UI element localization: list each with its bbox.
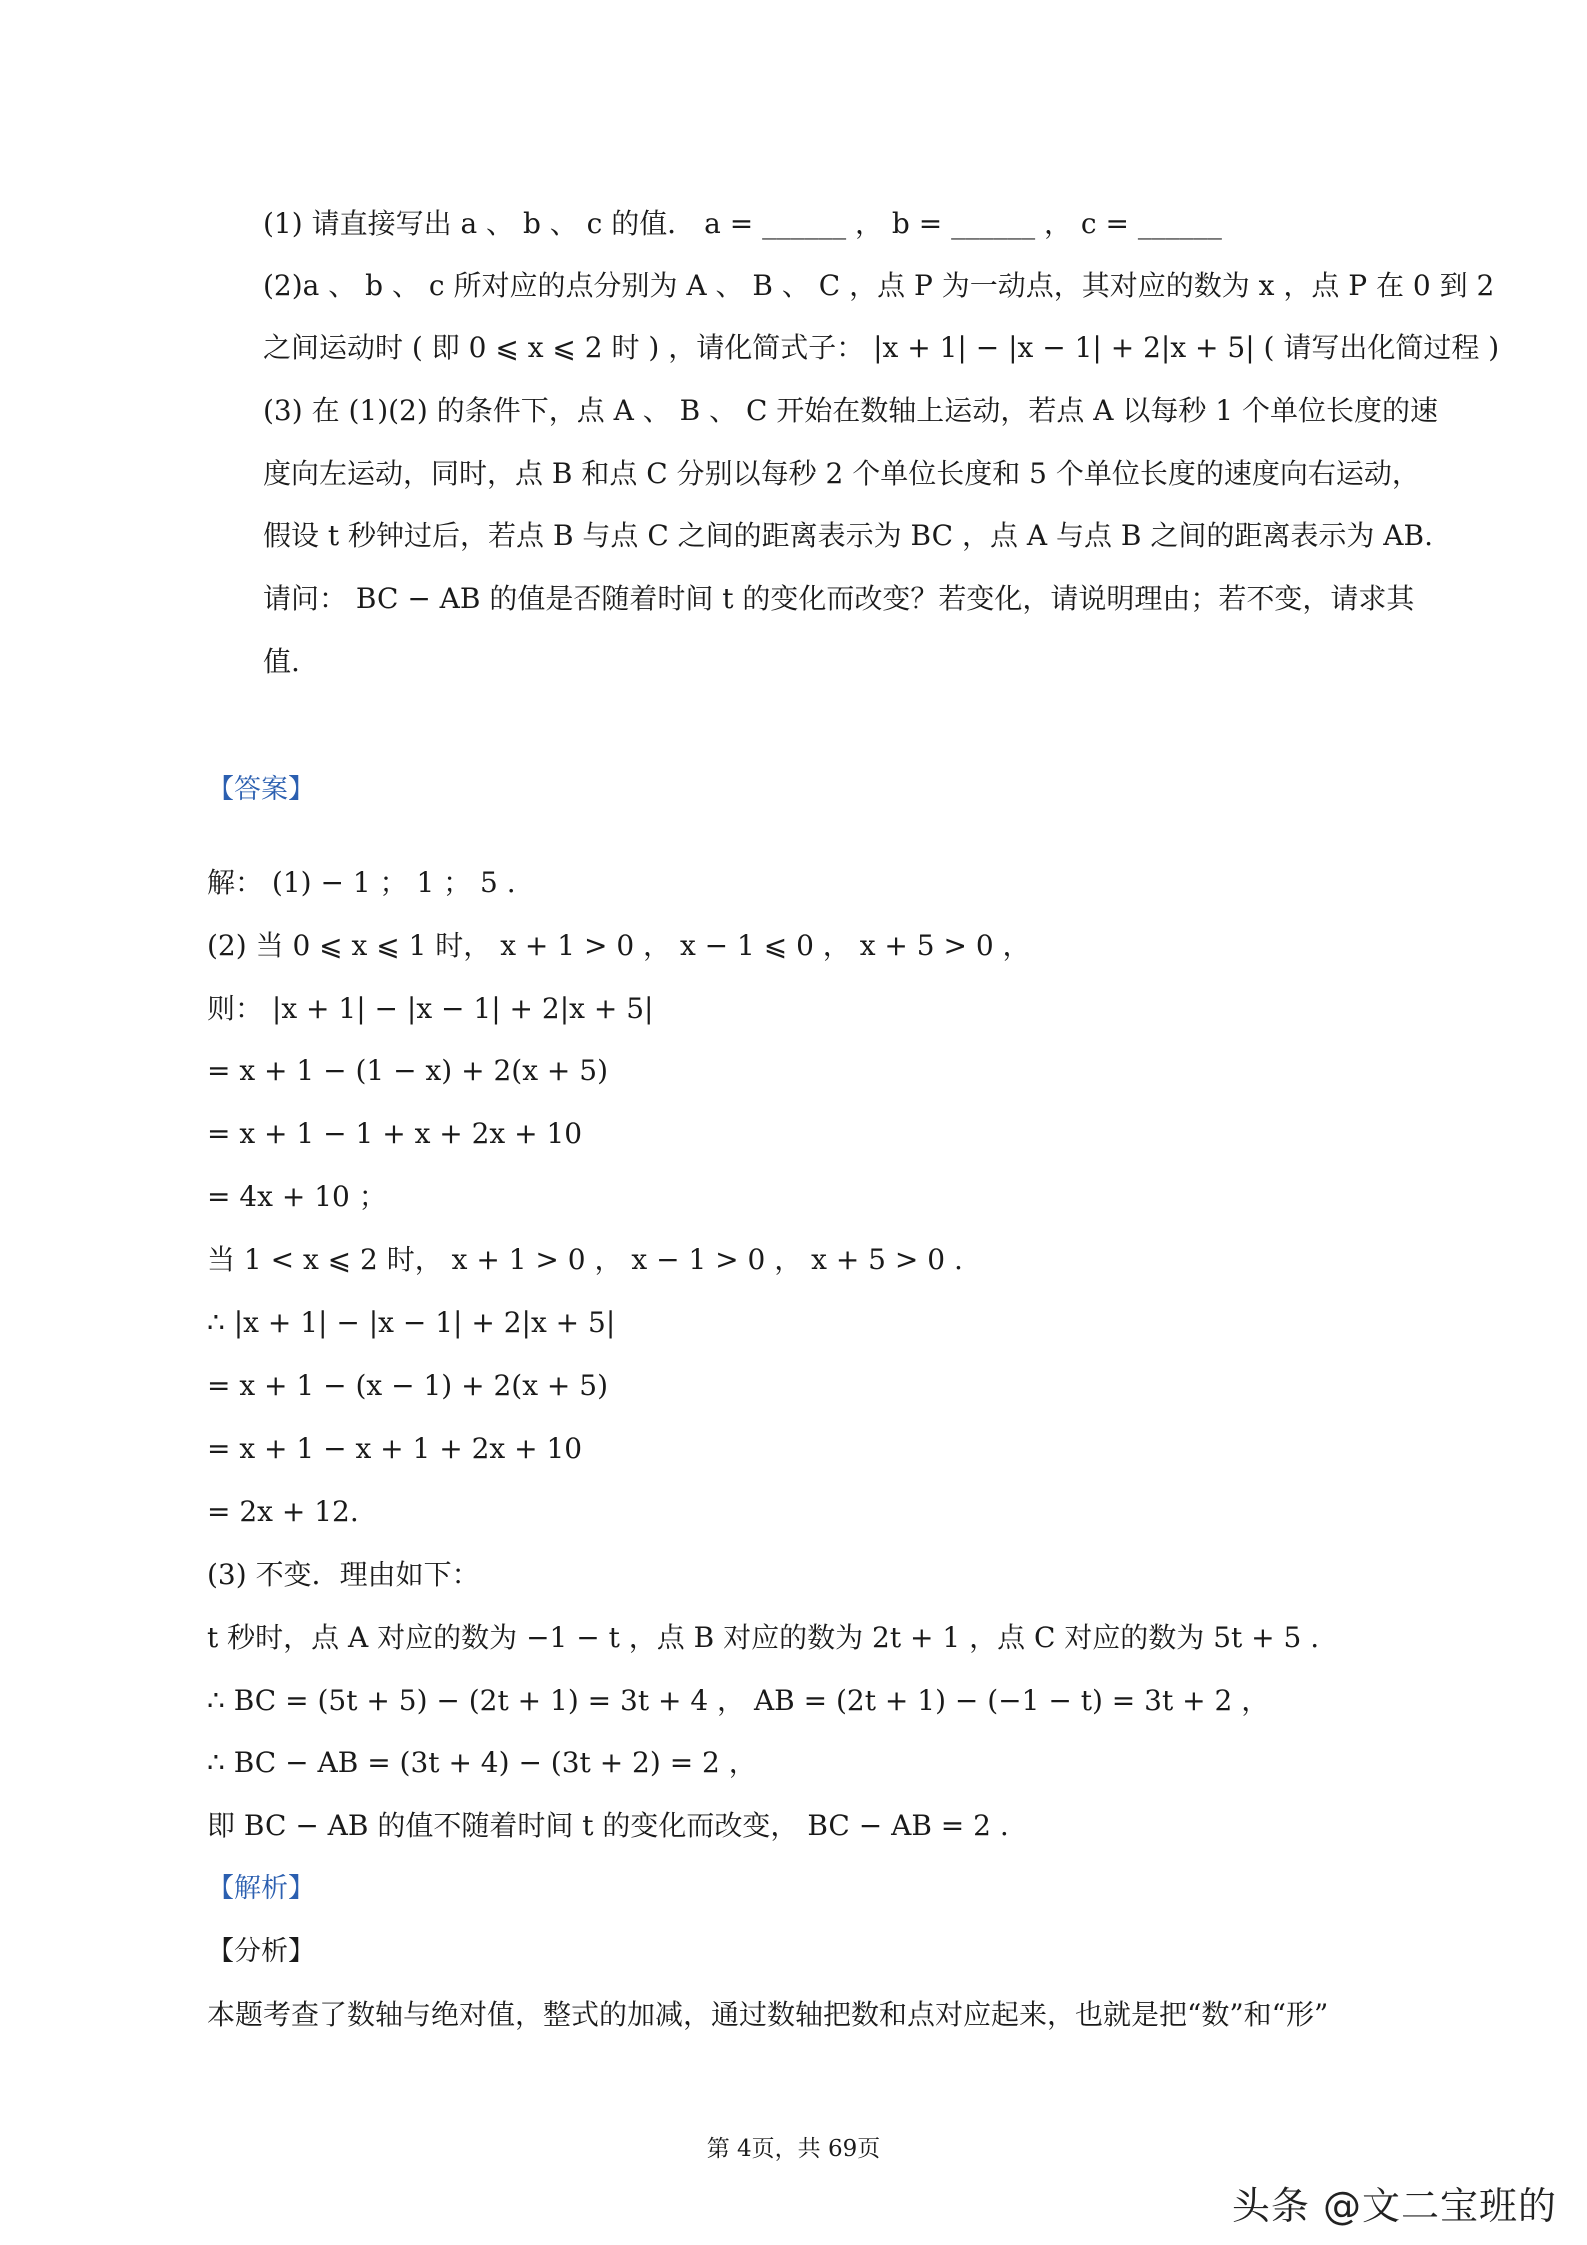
question-part-3-line-2: 度向左运动，同时，点 B 和点 C 分别以每秒 2 个单位长度和 5 个单位长度的速度向右运动， <box>263 457 1420 490</box>
question-part-2-line-1: (2)a 、 b 、 c 所对应的点分别为 A 、 B 、 C ，点 P 为一动点，其对应的数为 x ，点 P 在 0 到 2 <box>263 269 1495 302</box>
question-part-3-line-1: (3) 在 (1)(2) 的条件下，点 A 、 B 、 C 开始在数轴上运动，若点 A 以每秒 1 个单位长度的速 <box>263 394 1438 427</box>
answer-line: (2) 当 0 ⩽ x ⩽ 1 时， x + 1 > 0 ， x − 1 ⩽ 0 ， x + 5 > 0 ， <box>207 929 1031 962</box>
answer-line: 当 1 < x ⩽ 2 时， x + 1 > 0 ， x − 1 > 0 ， x + 5 > 0 . <box>207 1243 963 1276</box>
question-part-2-line-2: 之间运动时 ( 即 0 ⩽ x ⩽ 2 时 ) ，请化简式子： |x + 1| − |x − 1| + 2|x + 5| ( 请写出化简过程 ) <box>263 331 1500 364</box>
answer-line: 则： |x + 1| − |x − 1| + 2|x + 5| <box>207 992 654 1025</box>
answer-line: = 4x + 10 ； <box>207 1180 387 1213</box>
answer-heading: 【答案】 <box>207 774 315 805</box>
answer-line: = 2x + 12. <box>207 1495 359 1528</box>
analysis-sub-heading: 【分析】 <box>207 1936 315 1967</box>
question-part-3-line-4: 请问： BC − AB 的值是否随着时间 t 的变化而改变？若变化，请说明理由；若不变，请求其 <box>263 582 1415 615</box>
answer-line: = x + 1 − 1 + x + 2x + 10 <box>207 1117 583 1150</box>
answer-line: = x + 1 − (x − 1) + 2(x + 5) <box>207 1369 608 1402</box>
answer-line: ∴ BC = (5t + 5) − (2t + 1) = 3t + 4 ， AB = (2t + 1) − (−1 − t) = 3t + 2 ， <box>207 1684 1270 1717</box>
answer-line: = x + 1 − x + 1 + 2x + 10 <box>207 1432 583 1465</box>
answer-line: = x + 1 − (1 − x) + 2(x + 5) <box>207 1054 608 1087</box>
question-part-1: (1) 请直接写出 a 、 b 、 c 的值． a = ______ ， b = ______ ， c = ______ <box>263 207 1222 240</box>
answer-line: ∴ BC − AB = (3t + 4) − (3t + 2) = 2 ， <box>207 1746 757 1779</box>
analysis-text: 本题考查了数轴与绝对值，整式的加减，通过数轴把数和点对应起来，也就是把“数”和“形” <box>207 1998 1329 2031</box>
answer-line: 解： (1) − 1 ； 1 ； 5 . <box>207 866 516 899</box>
page-number: 第 4页，共 69页 <box>706 2136 881 2162</box>
analysis-heading: 【解析】 <box>207 1873 315 1904</box>
watermark: 头条 @文二宝班的 <box>1231 2184 1557 2228</box>
answer-line: ∴ |x + 1| − |x − 1| + 2|x + 5| <box>207 1306 616 1339</box>
answer-line: (3) 不变．理由如下： <box>207 1558 480 1591</box>
answer-line: t 秒时，点 A 对应的数为 −1 − t ，点 B 对应的数为 2t + 1 ，点 C 对应的数为 5t + 5 . <box>207 1621 1320 1654</box>
question-part-3-line-5: 值. <box>263 645 300 678</box>
question-part-3-line-3: 假设 t 秒钟过后，若点 B 与点 C 之间的距离表示为 BC ，点 A 与点 B 之间的距离表示为 AB. <box>263 519 1433 552</box>
answer-line: 即 BC − AB 的值不随着时间 t 的变化而改变， BC − AB = 2 . <box>207 1809 1009 1842</box>
